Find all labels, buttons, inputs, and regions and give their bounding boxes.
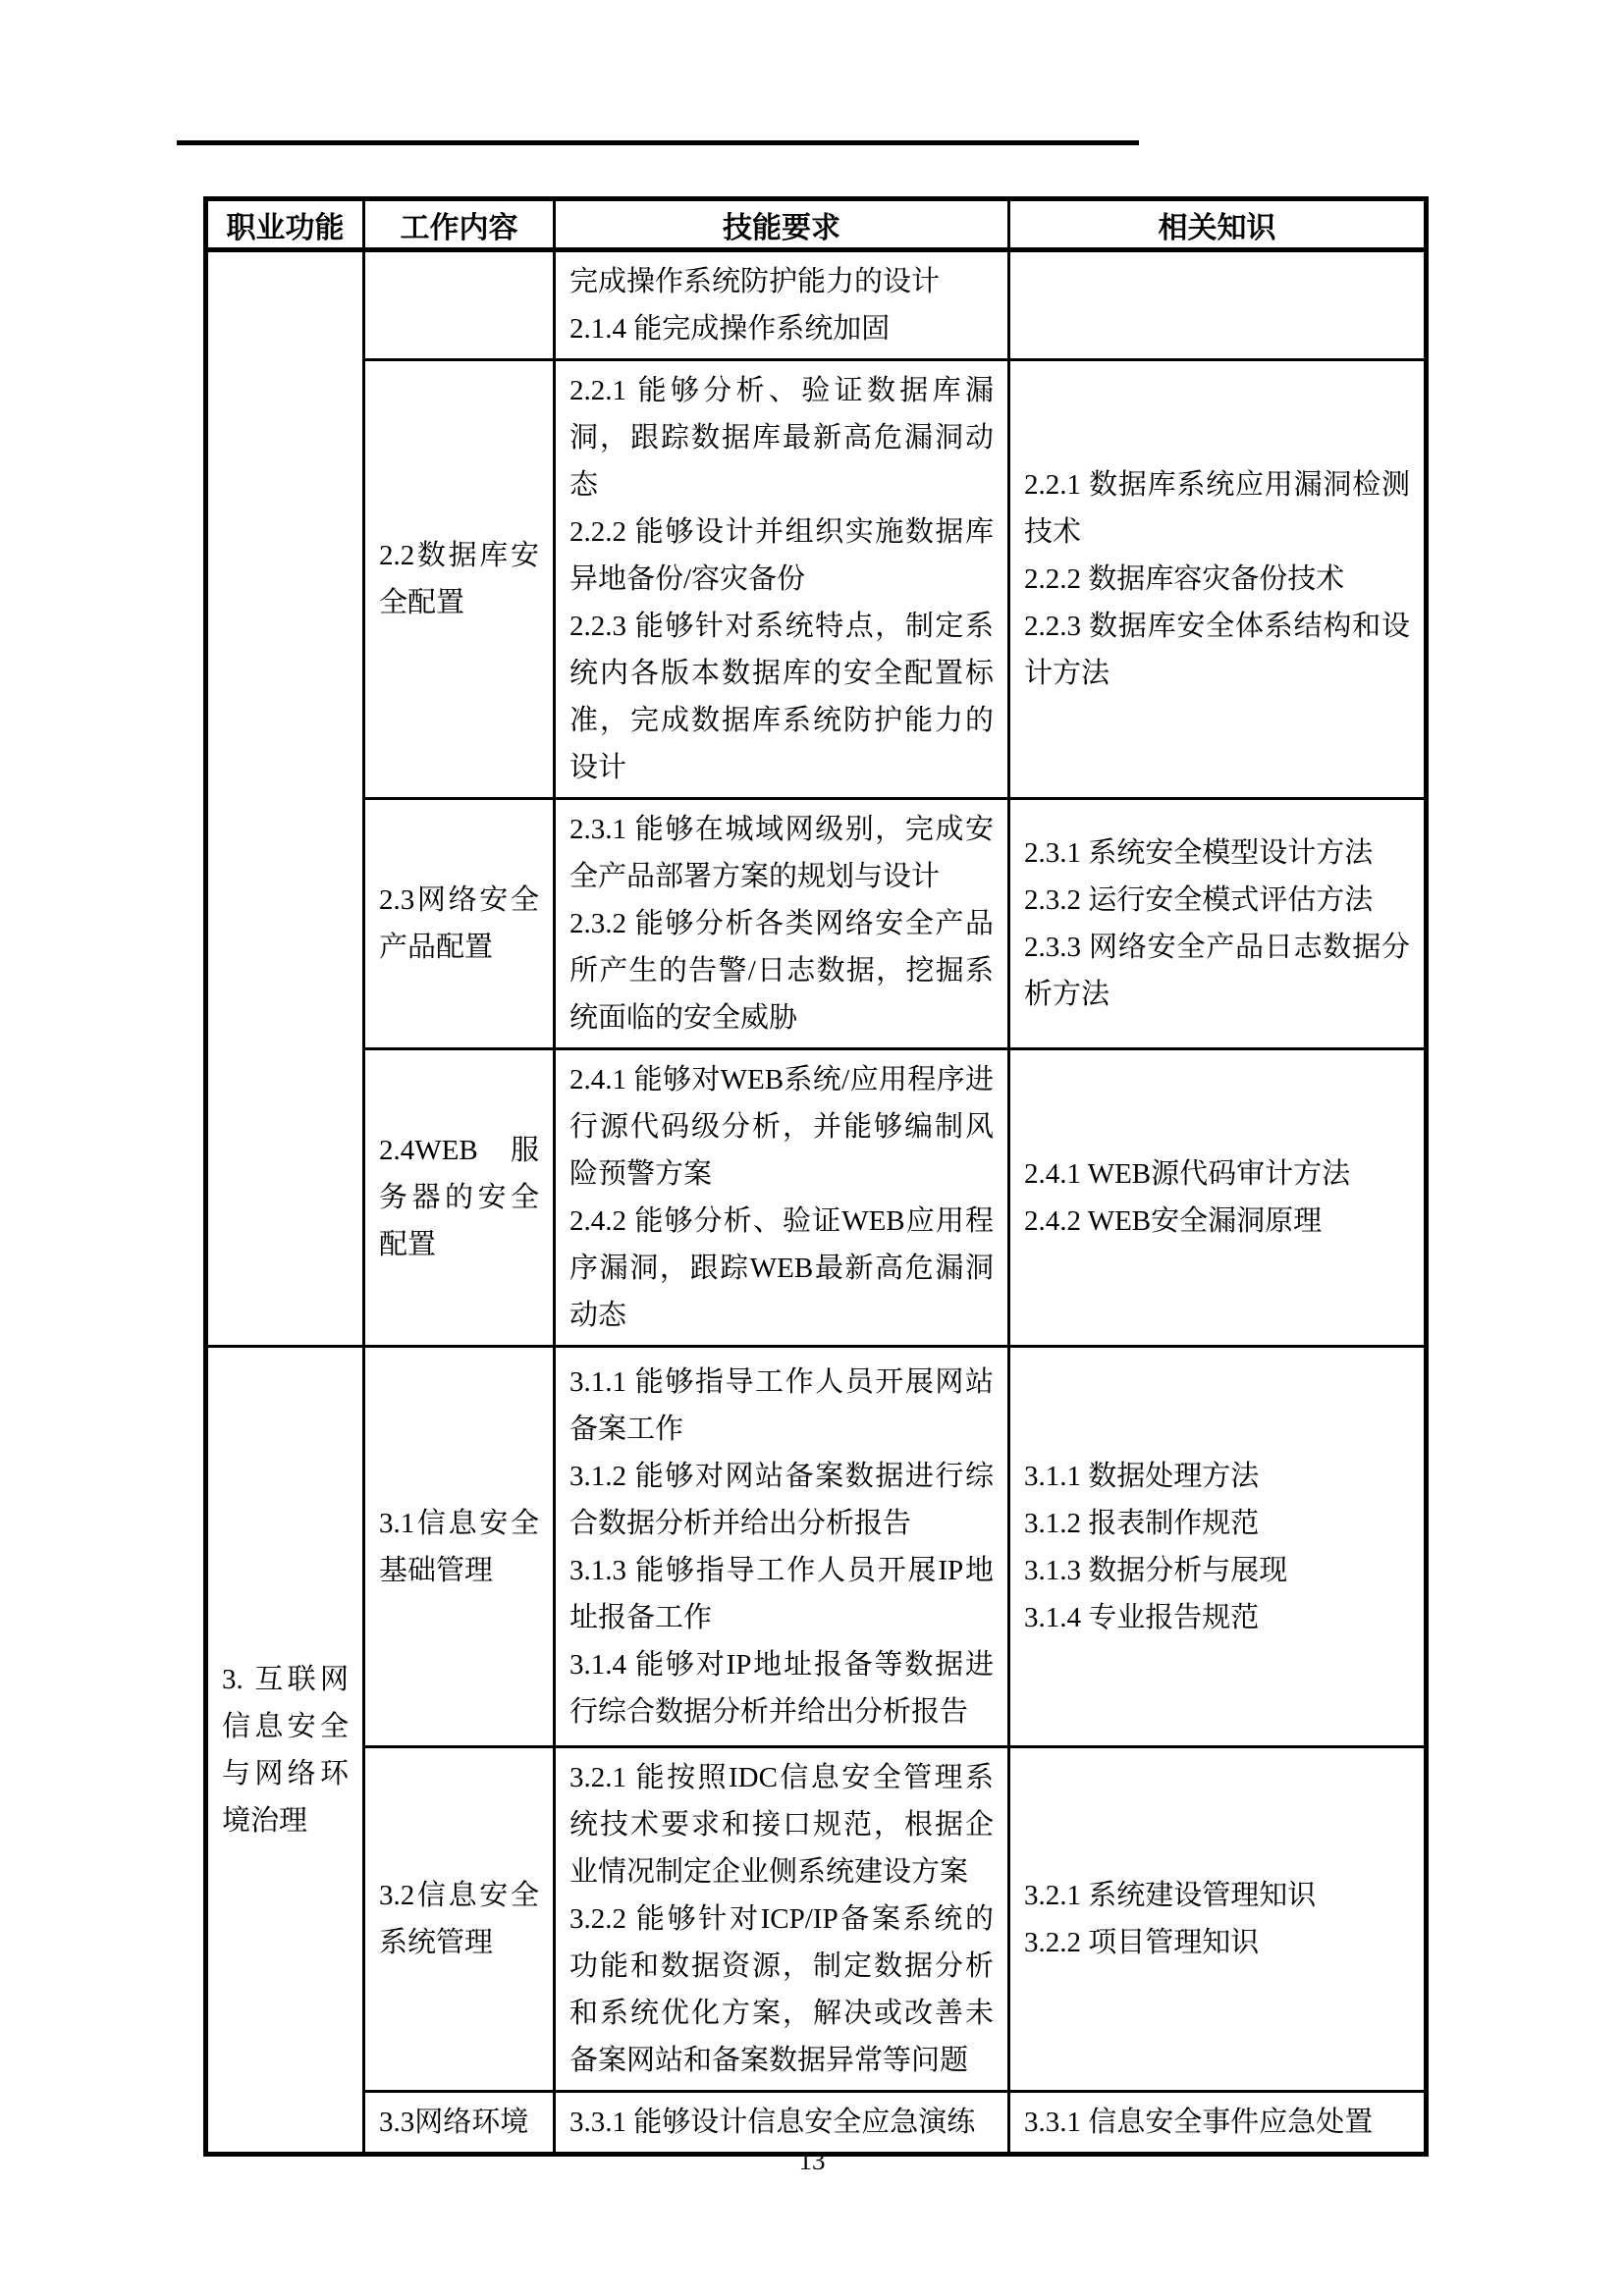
skill-item: 3.1.1 能够指导工作人员开展网站备案工作 [569,1365,994,1445]
occupational-skills-table [203,196,1429,2157]
work-cell-2-4 [364,1049,555,1347]
knowledge-item: 2.2.1 数据库系统应用漏洞检测技术 [1024,469,1410,548]
knowledge-item: 3.1.2 报表制作规范 [1024,1507,1260,1539]
skill-item: 3.1.4 能够对IP地址报备等数据进行综合数据分析并给出分析报告 [569,1648,994,1728]
knowledge-item: 3.1.4 专业报告规范 [1024,1601,1260,1633]
knowledge-item: 2.3.1 系统安全模型设计方法 [1024,837,1374,869]
knowledge-item: 2.2.2 数据库容灾备份技术 [1024,563,1345,595]
skill-item: 2.3.1 能够在城域网级别，完成安全产品部署方案的规划与设计 [569,814,994,892]
work-cell-3-2 [364,1747,555,2092]
function-cell-section-3 [206,1347,364,2155]
knowledge-item: 3.1.3 数据分析与展现 [1024,1554,1288,1586]
knowledge-item: 2.3.2 运行安全模式评估方法 [1024,884,1374,916]
function-label: 3. 互联网信息安全与网络环境治理 [222,1663,349,1837]
table-row-2-2 [206,360,1427,799]
knowledge-item: 2.2.3 数据库安全体系结构和设计方法 [1024,611,1410,689]
header-rule [177,140,1139,145]
table-container [203,196,1429,2157]
skills-cell-2-4 [555,1049,1009,1347]
function-cell-section-2 [206,250,364,1347]
skill-item: 2.2.3 能够针对系统特点，制定系统内各版本数据库的安全配置标准，完成数据库系统防护能力的设计 [569,611,994,783]
knowledge-item: 3.3.1 信息安全事件应急处置 [1024,2107,1374,2138]
knowledge-item: 2.4.1 WEB源代码审计方法 [1024,1158,1351,1190]
table-row-2-4 [206,1049,1427,1347]
page-number: 13 [798,2146,826,2175]
skill-item: 3.1.2 能够对网站备案数据进行综合数据分析并给出分析报告 [569,1460,994,1539]
knowledge-cell-2-2 [1009,360,1427,799]
knowledge-item: 2.4.2 WEB安全漏洞原理 [1024,1205,1323,1237]
knowledge-item: 3.2.1 系统建设管理知识 [1024,1880,1317,1911]
knowledge-cell-2-1 [1009,250,1427,360]
work-cell-2-2 [364,360,555,799]
skill-item: 2.4.2 能够分析、验证WEB应用程序漏洞，跟踪WEB最新高危漏洞动态 [569,1205,994,1331]
skills-cell-2-1 [555,250,1009,360]
col-header-related-knowledge: 相关知识 [1009,199,1427,250]
knowledge-item: 3.1.1 数据处理方法 [1024,1460,1260,1492]
skills-cell-3-1 [555,1347,1009,1747]
skills-cell-3-2 [555,1747,1009,2092]
work-content-label: 3.1信息安全基础管理 [379,1507,539,1586]
table-row-3-2 [206,1747,1427,2092]
table-row-3-1 [206,1347,1427,1747]
skill-item: 2.2.1 能够分析、验证数据库漏洞，跟踪数据库最新高危漏洞动态 [569,375,994,501]
skills-cell-2-3 [555,799,1009,1049]
skill-item: 2.1.4 能完成操作系统加固 [569,313,891,345]
knowledge-cell-3-2 [1009,1747,1427,2092]
skill-item: 完成操作系统防护能力的设计 [569,266,941,297]
knowledge-item: 3.2.2 项目管理知识 [1024,1927,1260,1958]
work-content-label: 2.2数据库安全配置 [379,540,539,618]
skill-item: 3.3.1 能够设计信息安全应急演练 [569,2107,976,2138]
col-header-skill-requirements: 技能要求 [555,199,1009,250]
col-header-function: 职业功能 [206,199,364,250]
skills-cell-2-2 [555,360,1009,799]
skill-item: 3.2.1 能按照IDC信息安全管理系统技术要求和接口规范，根据企业情况制定企业侧系统建设方案 [569,1762,994,1888]
work-content-label: 3.2信息安全系统管理 [379,1880,539,1958]
skill-item: 3.2.2 能够针对ICP/IP备案系统的功能和数据资源，制定数据分析和系统优化方案，解决或改善未备案网站和备案数据异常等问题 [569,1903,994,2076]
table-row-2-3 [206,799,1427,1049]
knowledge-item: 2.3.3 网络安全产品日志数据分析方法 [1024,932,1410,1010]
work-cell-2-3 [364,799,555,1049]
skill-item: 2.4.1 能够对WEB系统/应用程序进行源代码级分析，并能够编制风险预警方案 [569,1064,994,1190]
knowledge-cell-2-4 [1009,1049,1427,1347]
work-content-label: 2.4WEB 服务器的安全配置 [379,1135,539,1260]
work-content-label: 2.3网络安全产品配置 [379,884,539,963]
table-row-2-1-continued [206,250,1427,360]
skill-item: 3.1.3 能够指导工作人员开展IP地址报备工作 [569,1554,994,1633]
work-cell-2-1 [364,250,555,360]
work-content-label: 3.3网络环境 [379,2107,529,2138]
skill-item: 2.2.2 能够设计并组织实施数据库异地备份/容灾备份 [569,516,994,595]
work-cell-3-1 [364,1347,555,1747]
knowledge-cell-2-3 [1009,799,1427,1049]
skill-item: 2.3.2 能够分析各类网络安全产品所产生的告警/日志数据，挖掘系统面临的安全威胁 [569,908,994,1034]
table-header-row [206,199,1427,250]
col-header-work-content: 工作内容 [364,199,555,250]
knowledge-cell-3-1 [1009,1347,1427,1747]
